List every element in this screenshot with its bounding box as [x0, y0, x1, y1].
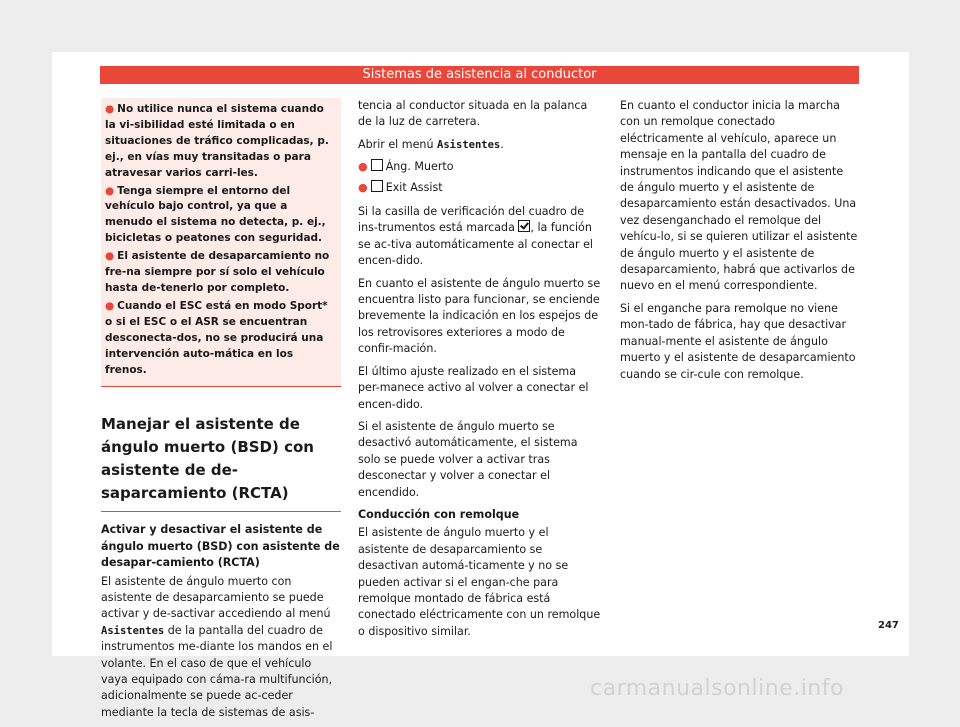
column-2 [358, 98, 601, 646]
paragraph: tencia al conductor situada en la palanca de la luz de carretera. [358, 99, 588, 129]
paragraph: Si el enganche para remolque no viene mon-tado de fábrica, hay que desactivar manual-mente el asistente de ángulo muerto y el asistente de desaparcamiento cuando se cir-cule con remolque. [620, 301, 856, 381]
paragraph: En cuanto el conductor inicia la marcha con un remolque conectado eléctricamente al vehículo, aparece un mensaje en la pantalla del cuadro de instrumentos indicando que el asistente de ángulo muerto y el asistente de desaparcamiento están desactivados. Una vez desenganchado el remolque del vehícu-lo, si se quieren utilizar el asistente de ángulo muerto y el asistente de desaparcamiento, habrá que activarlos de nuevo en el menú correspondiente. [620, 99, 858, 293]
checkbox-icon [371, 159, 383, 171]
column-1 [101, 98, 341, 727]
bullet-icon: ● [358, 160, 368, 174]
warning-item: ● El asistente de desaparcamiento no fre-na siempre por sí solo el vehículo hasta de-tenerlo por completo. [105, 250, 330, 294]
bullet-icon: ● [105, 250, 115, 263]
checked-box-icon [518, 220, 530, 232]
list-item: ● Áng. Muerto [358, 160, 454, 174]
paragraph: El último ajuste realizado en el sistema per-manece activo al volver a conectar el encen-dido. [358, 364, 589, 411]
menu-name: Asistentes [101, 624, 165, 637]
subsection-title: Activar y desactivar el asistente de ángulo muerto (BSD) con asistente de desapar-camiento (RCTA) [101, 523, 340, 570]
paragraph: Si el asistente de ángulo muerto se desactivó automáticamente, el sistema solo se puede volver a activar tras desconectar y volver a conectar el encendido. [358, 419, 578, 499]
subsection-title: Conducción con remolque [358, 507, 520, 521]
paragraph: Abrir el menú Asistentes. [358, 137, 504, 151]
list-item: ● Exit Assist [358, 180, 443, 194]
chapter-title: Sistemas de asistencia al conductor [362, 67, 597, 82]
paragraph: El asistente de ángulo muerto con asistente de desaparcamiento se puede activar y de-sactivar accediendo al menú Asistentes de la pantalla del cuadro de instrumentos me-diante los mandos en el volante. En el caso de que el vehículo vaya equipado con cáma-ra multifunción, adicionalmente se puede ac-ceder mediante la tecla de sistemas de asis- [101, 574, 333, 719]
bullet-icon: ● [105, 299, 115, 312]
warning-item: ● No utilice nunca el sistema cuando la vi-sibilidad esté limitada o en situaciones de tráfico complicadas, p. ej., en vías muy transitadas o para atravesar varios carri-les. [105, 103, 329, 179]
warning-item: ● Tenga siempre el entorno del vehículo bajo control, ya que a menudo el sistema no detecta, p. ej., bicicletas o peatones con seguridad. [105, 184, 326, 245]
watermark: carmanualsonline.info [590, 676, 844, 701]
paragraph: Si la casilla de verificación del cuadro de ins-trumentos está marcada , la función se ac-tiva automáticamente al conectar el encen-dido. [358, 205, 594, 268]
warning-item: ● Cuando el ESC está en modo Sport* o si el ESC o el ASR se encuentran desconecta-dos, no se producirá una intervención auto-mática en los frenos. [105, 299, 328, 376]
bullet-icon: ● [358, 180, 368, 194]
checkbox-icon [371, 180, 383, 192]
bullet-icon: ● [105, 103, 115, 115]
warning-box [101, 98, 341, 387]
column-3 [620, 98, 858, 389]
page-number: 247 [878, 620, 899, 631]
bullet-icon: ● [105, 184, 115, 197]
menu-name: Asistentes [437, 138, 501, 151]
section-title: Manejar el asistente de ángulo muerto (BSD) con asistente de de-saparcamiento (RCTA) [101, 413, 341, 512]
chapter-header [100, 66, 859, 84]
paragraph: En cuanto el asistente de ángulo muerto se encuentra listo para funcionar, se enciende brevemente la indicación en los espejos de los retrovisores exteriores a modo de confir-mación. [358, 276, 601, 356]
paragraph: El asistente de ángulo muerto y el asistente de desaparcamiento se desactivan automá-ticamente y no se pueden activar si el engan-che para remolque montado de fábrica está conectado eléctricamente con un remolque o dispositivo similar. [358, 526, 601, 638]
